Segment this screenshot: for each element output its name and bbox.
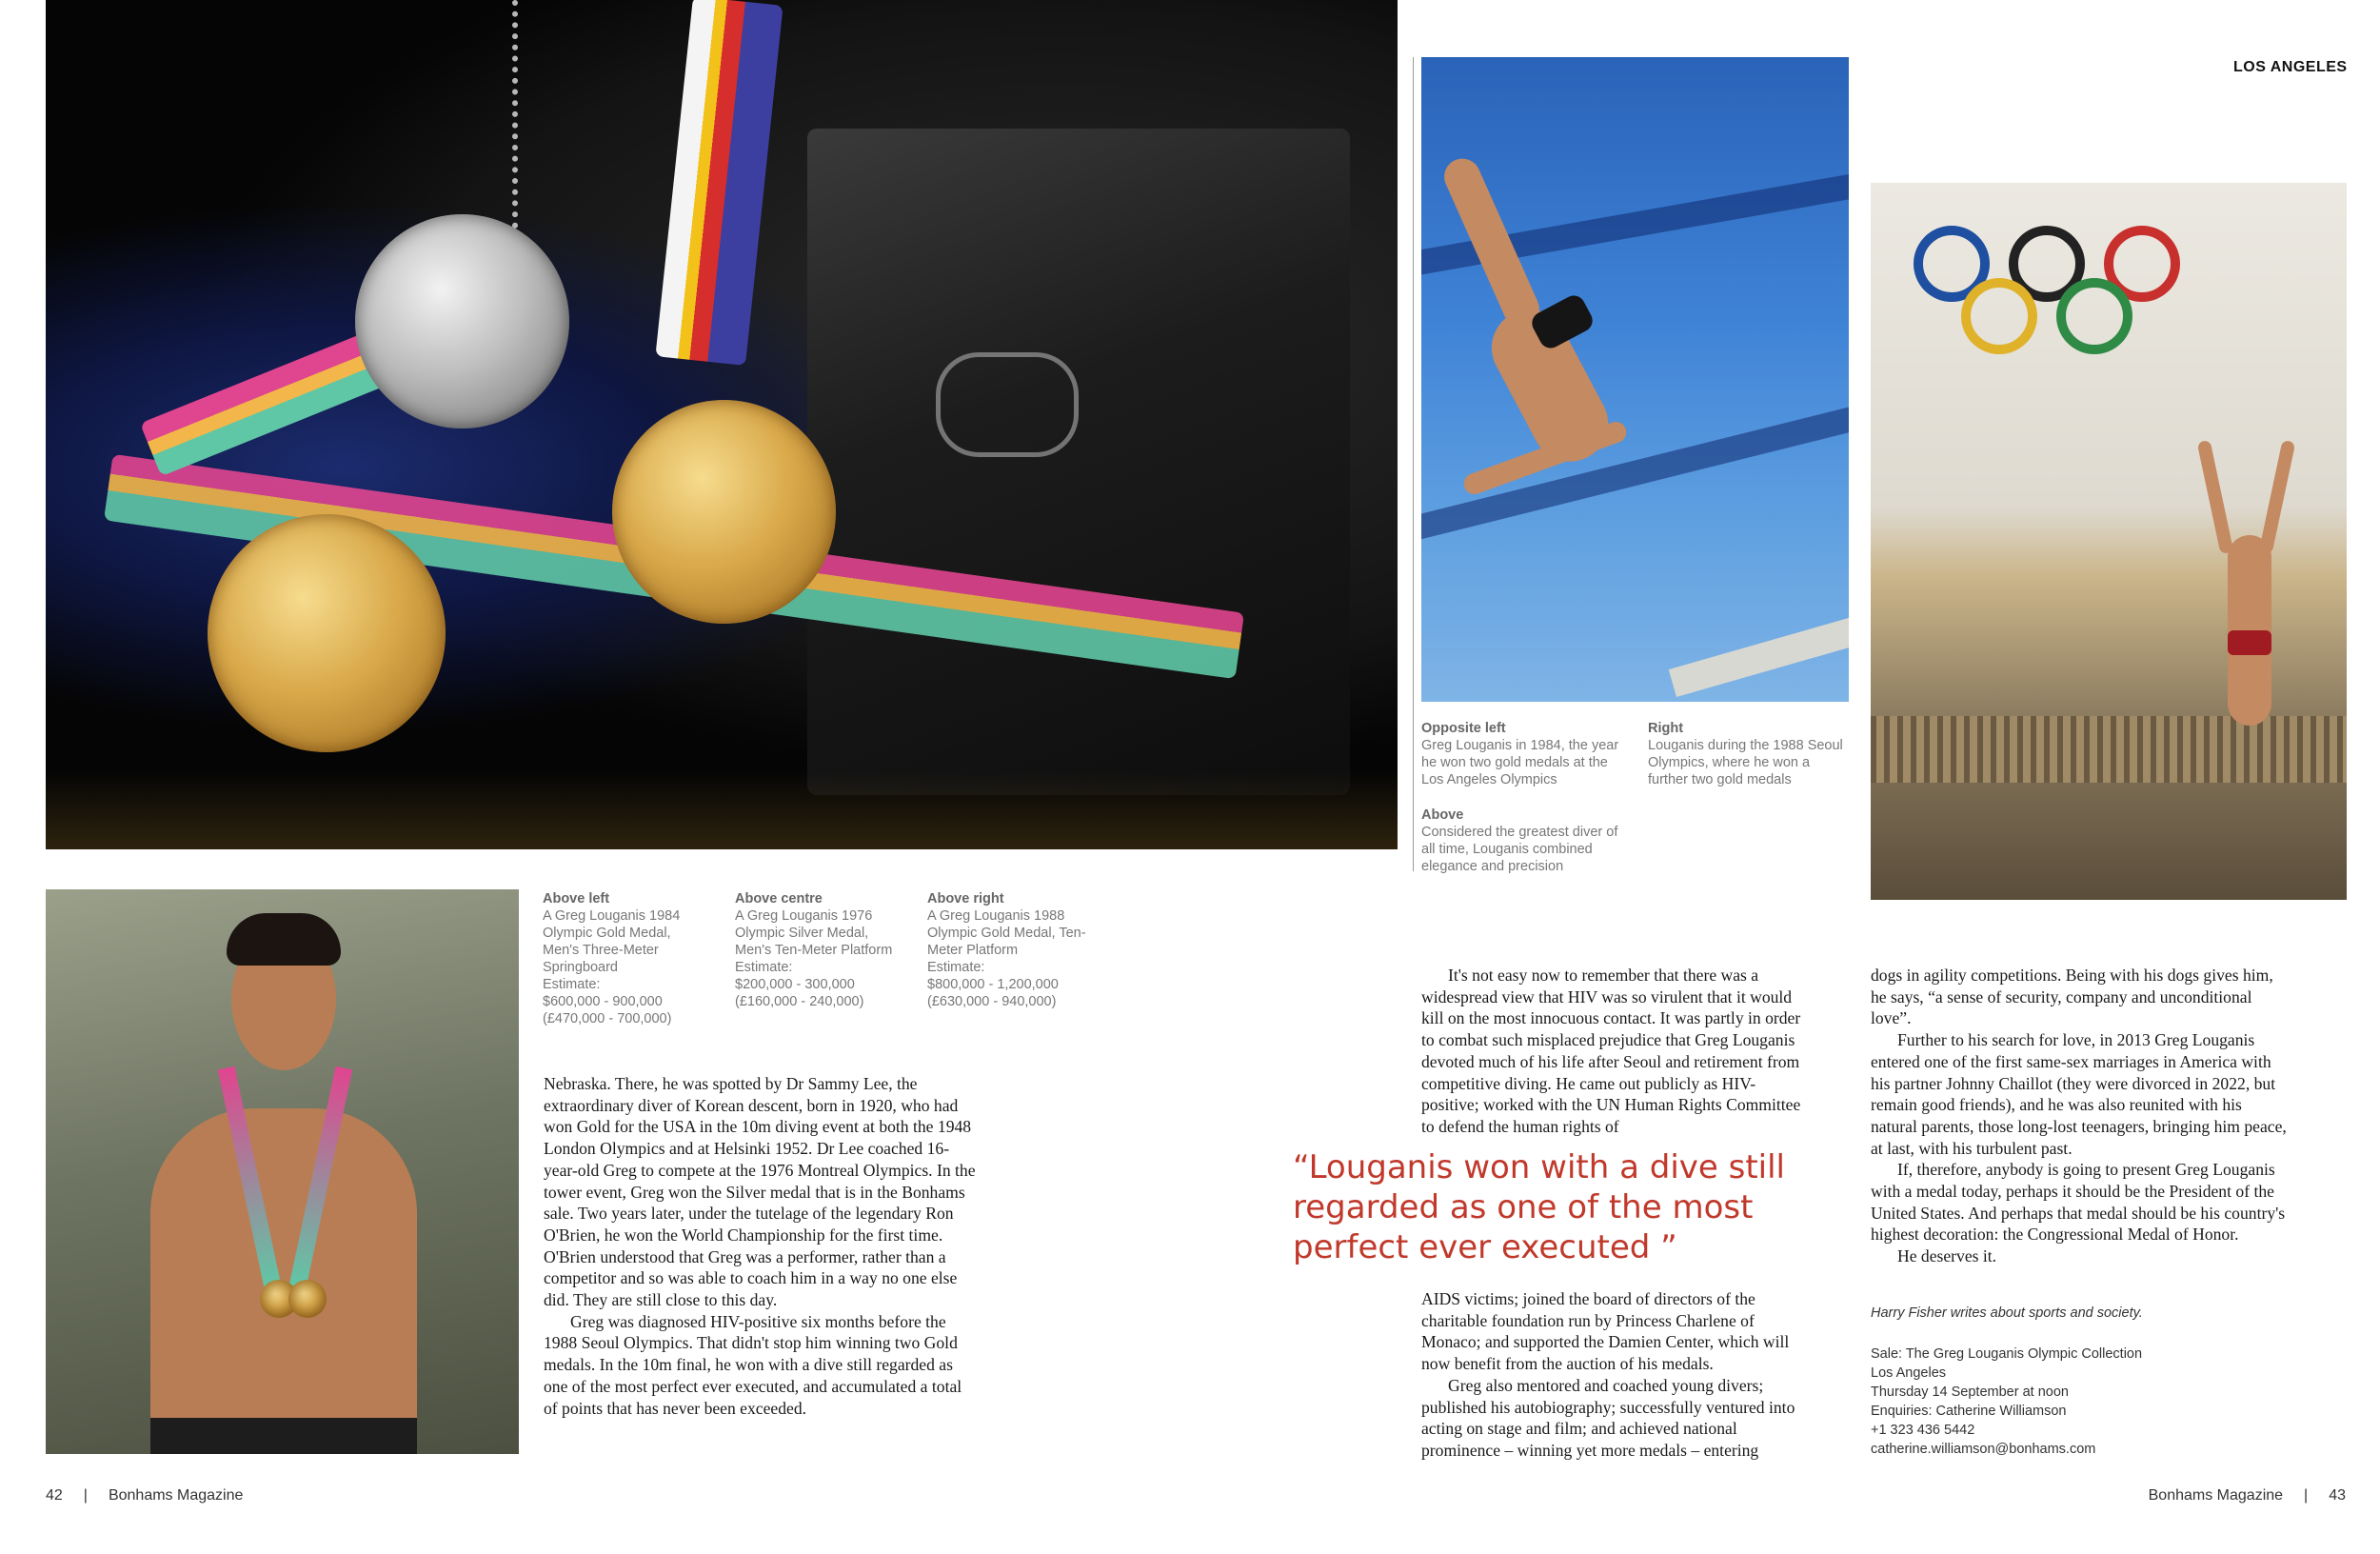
caption-line: (£470,000 - 700,000) bbox=[543, 1011, 672, 1026]
caption-line: Meter Platform bbox=[927, 943, 1019, 958]
page-number: 42 bbox=[46, 1487, 63, 1504]
portrait-swimsuit bbox=[150, 1418, 417, 1454]
medal-chain bbox=[512, 0, 518, 229]
column-divider bbox=[1413, 57, 1414, 871]
pull-quote: “Louganis won with a dive still regarded as one of the most perfect ever executed ” bbox=[1293, 1148, 1786, 1266]
caption-title: Above left bbox=[543, 891, 610, 906]
caption-title: Right bbox=[1648, 721, 1684, 736]
caption-line: Men's Ten-Meter Platform bbox=[735, 943, 893, 958]
gold-medal-1988 bbox=[612, 400, 836, 624]
yellow-ring bbox=[1961, 278, 2037, 354]
caption-text: Greg Louganis in 1984, the year he won two gold medals at the Los Angeles Olympics bbox=[1421, 738, 1619, 787]
caption-text: Considered the greatest diver of all time, Louganis combined elegance and precision bbox=[1421, 825, 1618, 874]
seoul-ribbon bbox=[655, 0, 783, 366]
caption-line: A Greg Louganis 1984 bbox=[543, 908, 681, 924]
article-paragraph: If, therefore, anybody is going to present Greg Louganis with a medal today, perhaps it should be the President of the United States. And perhaps that medal should be his country's highest decoration: the Congressional Medal of Honor. bbox=[1871, 1160, 2286, 1245]
article-paragraph: It's not easy now to remember that there was a widespread view that HIV was so virulent that it would kill on the most innocuous contact. It was partly in order to combat such misplaced prejudice that Greg Louganis devoted much of his life after Seoul and retirement from competitive diving. He came out publicly as HIV-positive; worked with the UN Human Rights Committee to defend the human rights of bbox=[1421, 966, 1801, 1136]
caption-line: $200,000 - 300,000 bbox=[735, 977, 855, 992]
article-column-1 bbox=[544, 1073, 977, 1419]
caption-title: Opposite left bbox=[1421, 721, 1506, 736]
louganis-portrait-photo bbox=[46, 889, 519, 1454]
sale-info-email[interactable]: catherine.williamson@bonhams.com bbox=[1871, 1442, 2096, 1457]
caption-above-centre bbox=[735, 890, 916, 1010]
article-paragraph: AIDS victims; joined the board of directors of the charitable foundation run by Princess Charlene of Monaco; and supported the Damien Center, which will now benefit from the auction of his medals. bbox=[1421, 1289, 1790, 1374]
article-column-2-bottom bbox=[1421, 1288, 1802, 1462]
caption-line: $800,000 - 1,200,000 bbox=[927, 977, 1059, 992]
article-paragraph: Nebraska. There, he was spotted by Dr Sammy Lee, the extraordinary diver of Korean descent, born in 1920, who had won Gold for the USA in the 10m diving event at both the 1948 London Olympics and at Helsinki 1952. Dr Lee coached 16-year-old Greg to compete at the 1976 Montreal Olympics. In the tower event, Greg won the Silver medal that is in the Bonhams sale. Two years later, under the tutelage of the legendary Ron O'Brien, he won the World Championship for the first time. O'Brien understood that Greg was a performer, rather than a competitor and so was able to coach him in a way no one else did. They are still close to this day. bbox=[544, 1074, 976, 1310]
sale-info-line: Enquiries: Catherine Williamson bbox=[1871, 1404, 2067, 1419]
caption-line: Estimate: bbox=[543, 977, 601, 992]
portrait-hair bbox=[227, 913, 341, 966]
diver-swimsuit bbox=[2228, 630, 2271, 655]
footer-separator: | bbox=[83, 1487, 88, 1504]
caption-line: Springboard bbox=[543, 960, 618, 975]
caption-line: Men's Three-Meter bbox=[543, 943, 659, 958]
article-paragraph: dogs in agility competitions. Being with his dogs gives him, he says, “a sense of security, company and unconditional love”. bbox=[1871, 966, 2273, 1028]
caption-line: (£630,000 - 940,000) bbox=[927, 994, 1057, 1009]
silver-medal-1976 bbox=[355, 214, 569, 428]
caption-title: Above bbox=[1421, 807, 1464, 823]
caption-title: Above right bbox=[927, 891, 1004, 906]
magazine-name: Bonhams Magazine bbox=[2148, 1487, 2284, 1504]
article-paragraph: Greg was diagnosed HIV-positive six months before the 1988 Seoul Olympics. That didn't stop him winning two Gold medals. In the 10m final, he won with a dive still regarded as one of the most perfect ever executed, and accumulated a total of points that has never been exceeded. bbox=[544, 1311, 962, 1418]
gold-medal-1984 bbox=[208, 514, 446, 752]
medals-photo bbox=[46, 0, 1398, 849]
caption-right bbox=[1648, 720, 1853, 788]
caption-line: Estimate: bbox=[735, 960, 793, 975]
medal-case bbox=[807, 129, 1350, 795]
portrait-medal bbox=[288, 1280, 327, 1318]
right-page-footer bbox=[2149, 1487, 2346, 1504]
green-ring bbox=[2056, 278, 2132, 354]
caption-line: $600,000 - 900,000 bbox=[543, 994, 663, 1009]
montreal-logo-emblem bbox=[936, 352, 1079, 457]
sale-info-line: Thursday 14 September at noon bbox=[1871, 1385, 2069, 1400]
caption-above-right bbox=[927, 890, 1108, 1010]
section-label: LOS ANGELES bbox=[2233, 59, 2348, 75]
article-column-2-top bbox=[1421, 965, 1802, 1138]
caption-line: A Greg Louganis 1988 bbox=[927, 908, 1065, 924]
caption-above bbox=[1421, 807, 1626, 875]
sale-info-line: Sale: The Greg Louganis Olympic Collection bbox=[1871, 1346, 2143, 1362]
magazine-name: Bonhams Magazine bbox=[108, 1487, 244, 1504]
article-column-3 bbox=[1871, 965, 2290, 1267]
article-paragraph: He deserves it. bbox=[1897, 1246, 1997, 1266]
caption-line: Estimate: bbox=[927, 960, 985, 975]
diver-arm-right bbox=[2259, 440, 2296, 554]
caption-opposite-left bbox=[1421, 720, 1631, 788]
article-paragraph: Greg also mentored and coached young divers; published his autobiography; successfully ventured into acting on stage and film; and achieved national prominence – winning yet more medals – entering bbox=[1421, 1375, 1795, 1460]
left-page-footer bbox=[46, 1487, 243, 1504]
author-byline: Harry Fisher writes about sports and society. bbox=[1871, 1305, 2143, 1321]
article-paragraph: Further to his search for love, in 2013 Greg Louganis entered one of the first same-sex marriages in America with his partner Johnny Chaillot (they were divorced in 2022, but remain good friends), and he was also reunited with his natural parents, those long-lost teenagers, bringing him peace, at last, with his turbulent past. bbox=[1871, 1030, 2287, 1158]
olympic-rings-photo bbox=[1871, 183, 2347, 900]
sale-info bbox=[1871, 1345, 2280, 1459]
footer-separator: | bbox=[2304, 1487, 2309, 1504]
railing bbox=[1871, 716, 2347, 783]
caption-line: A Greg Louganis 1976 bbox=[735, 908, 873, 924]
sale-info-line: +1 323 436 5442 bbox=[1871, 1423, 1975, 1438]
caption-above-left bbox=[543, 890, 724, 1027]
caption-text: Louganis during the 1988 Seoul Olympics, where he won a further two gold medals bbox=[1648, 738, 1843, 787]
caption-title: Above centre bbox=[735, 891, 823, 906]
medal-reflection bbox=[46, 771, 1398, 849]
diver-in-air-photo bbox=[1421, 57, 1849, 702]
sale-info-line: Los Angeles bbox=[1871, 1365, 1947, 1381]
page-number: 43 bbox=[2329, 1487, 2346, 1504]
caption-line: Olympic Gold Medal, bbox=[543, 926, 671, 941]
caption-line: (£160,000 - 240,000) bbox=[735, 994, 864, 1009]
diver-arm-left bbox=[2197, 440, 2234, 554]
caption-line: Olympic Silver Medal, bbox=[735, 926, 869, 941]
caption-line: Olympic Gold Medal, Ten- bbox=[927, 926, 1086, 941]
diving-board bbox=[1669, 617, 1849, 697]
